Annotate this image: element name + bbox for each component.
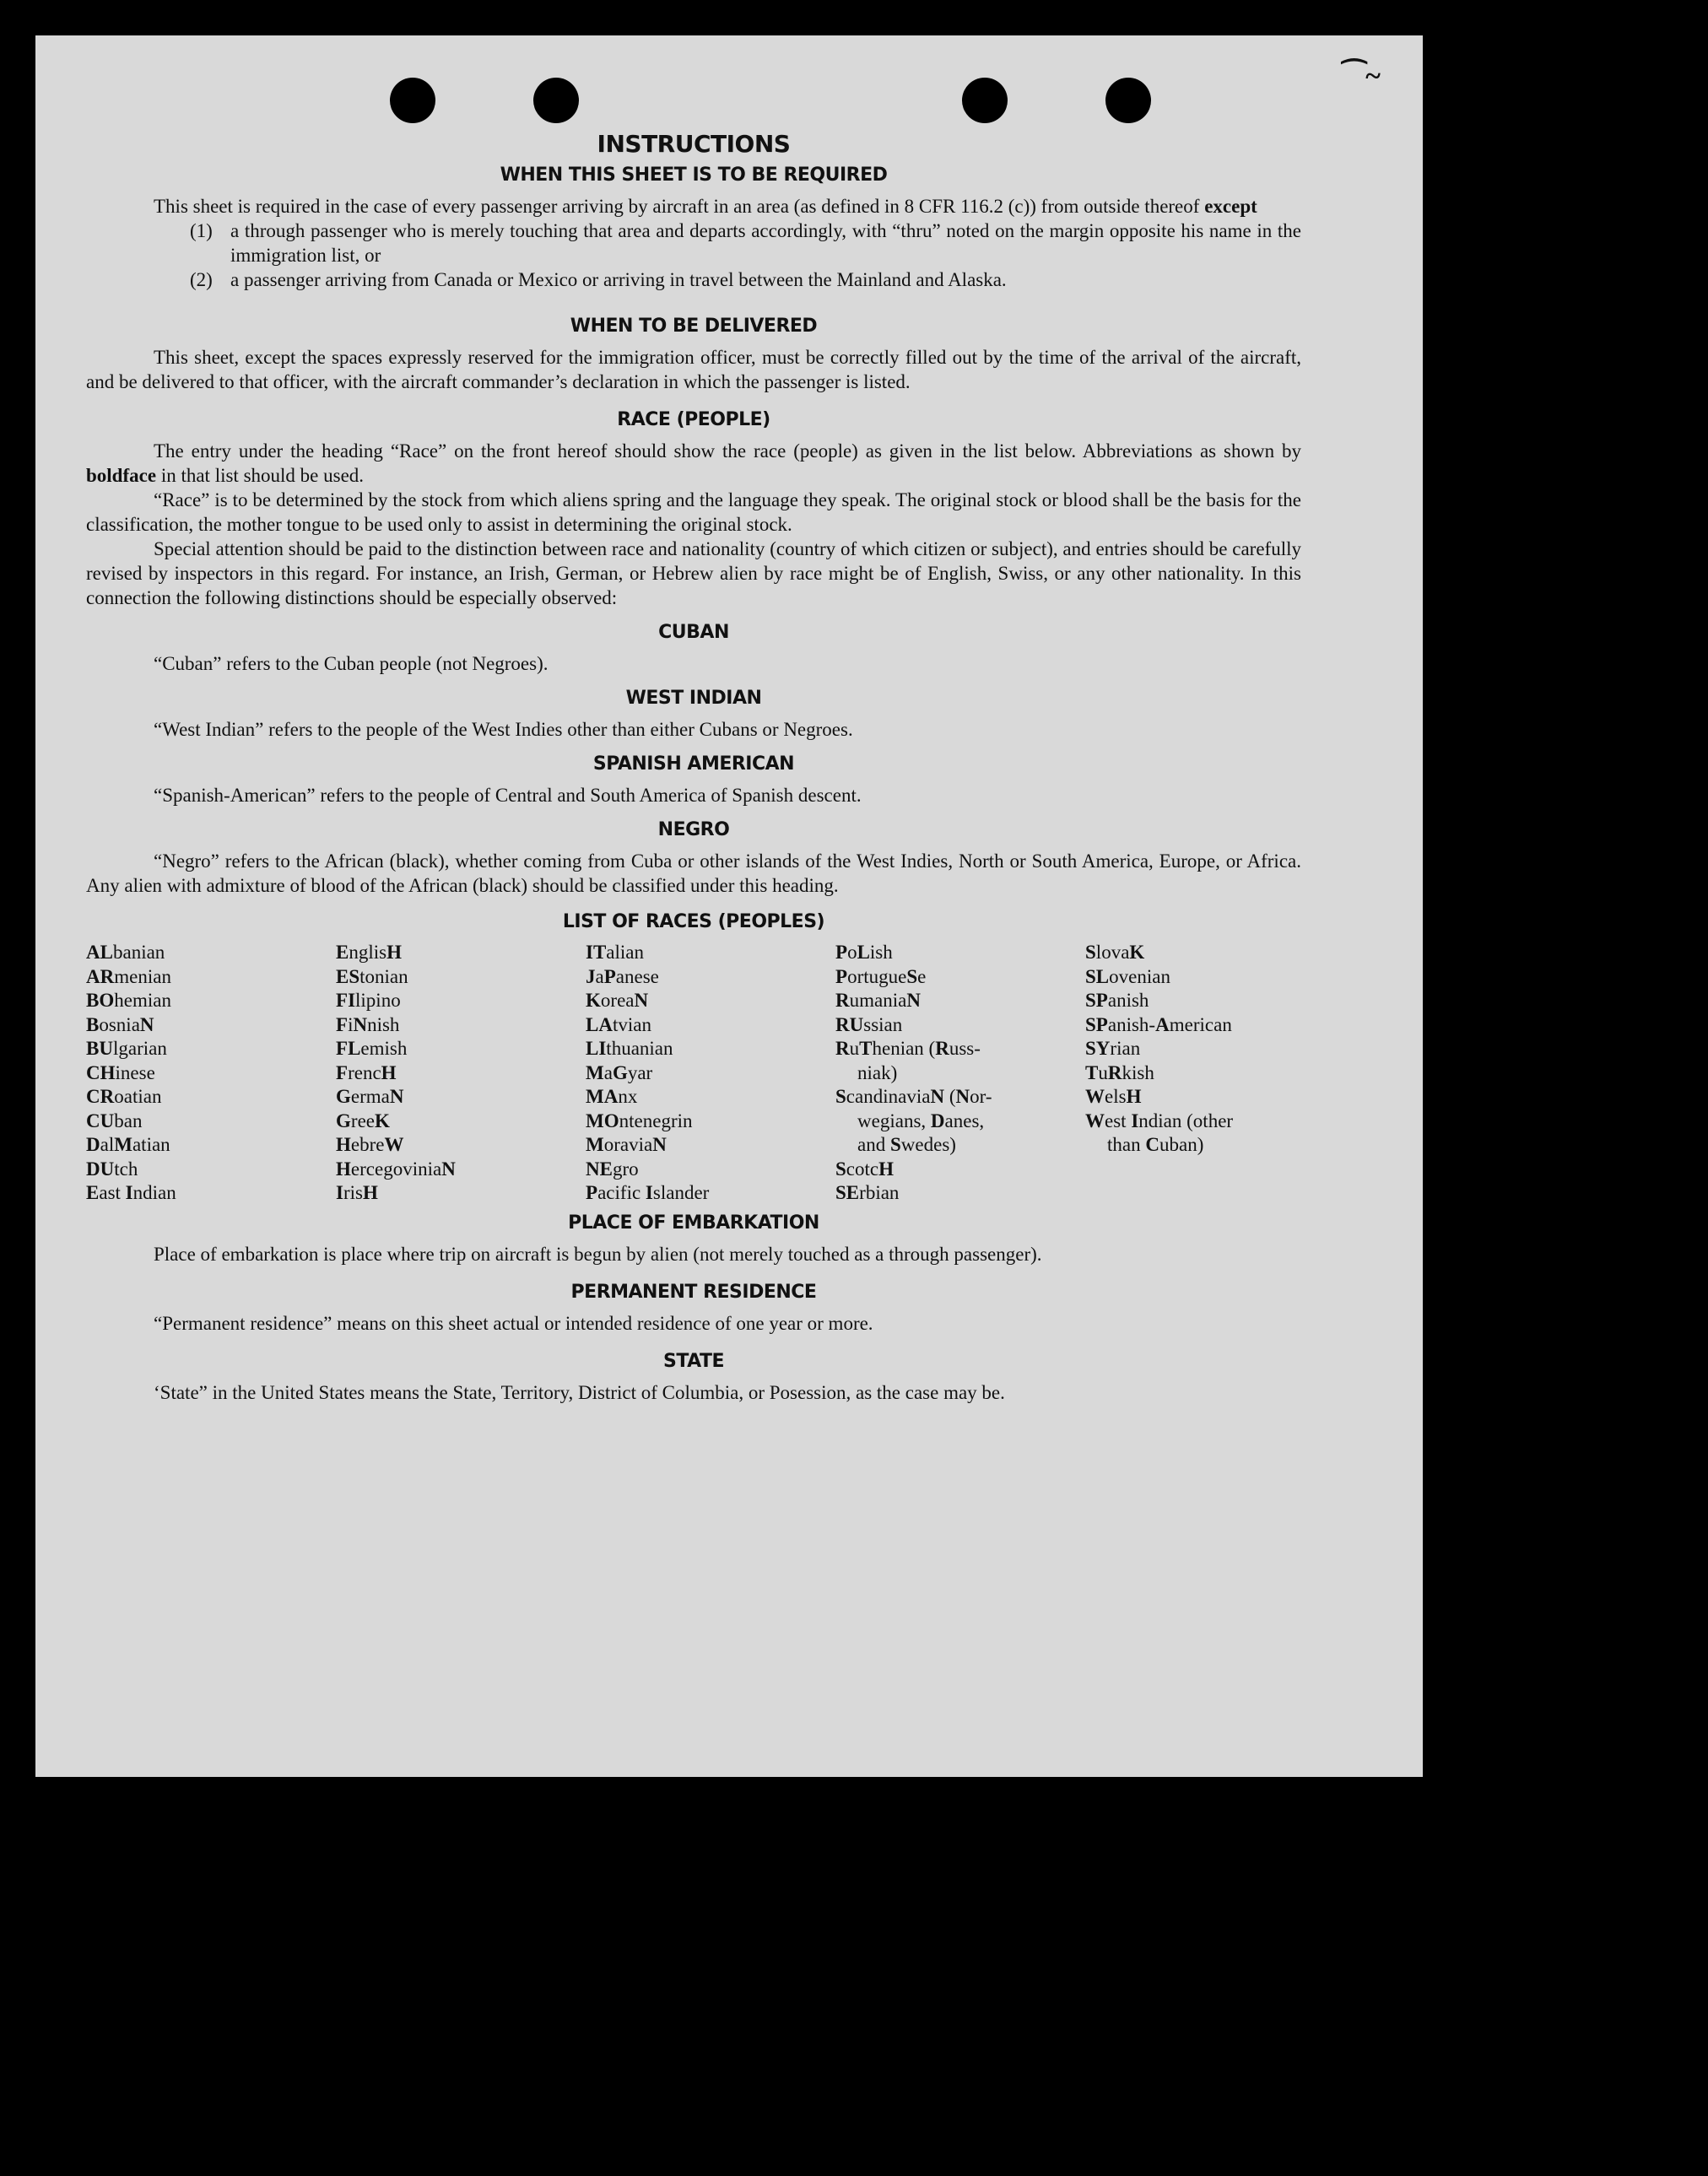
race-column — [835, 941, 1085, 1206]
race-entry: DUtch — [86, 1158, 138, 1180]
race-entry: FLemish — [336, 1038, 408, 1059]
state-text: ‘State” in the United States means the State, Territory, District of Columbia, or Posession, as the case may be. — [154, 1381, 1005, 1403]
race-paragraph-2: “Race” is to be determined by the stock from which aliens spring and the language they speak. The original stock or blood shall be the basis for the classification, the mother tongue to be used only to assist in determining the original stock. — [86, 489, 1301, 535]
section-heading-cuban: CUBAN — [658, 622, 729, 643]
instructions-body — [86, 100, 1301, 1405]
permanent-residence-text: “Permanent residence” means on this sheet actual or intended residence of one year or more. — [154, 1312, 873, 1334]
race-column — [86, 941, 336, 1206]
race-entry: SPanish-American — [1085, 1013, 1232, 1035]
race-entry: wegians, Danes, — [857, 1110, 985, 1131]
negro-text: “Negro” refers to the African (black), whether coming from Cuba or other islands of the West Indies, North or South America, Europe, or Africa. Any alien with admixture of blood of the African (black) should be classified under this heading. — [86, 850, 1301, 896]
race-entry: West Indian (other — [1085, 1110, 1234, 1131]
race-column — [336, 941, 586, 1206]
race-entry: FrencH — [336, 1061, 397, 1083]
race-entry: CUban — [86, 1110, 143, 1131]
race-entry: JaPanese — [586, 965, 659, 987]
race-entry: EStonian — [336, 965, 408, 987]
list-item — [86, 219, 1301, 267]
spanish-american-text: “Spanish-American” refers to the people of Central and South America of Spanish descent. — [154, 785, 862, 806]
race-entry: FiNnish — [336, 1013, 400, 1035]
race-entry: LIthuanian — [586, 1038, 673, 1059]
race-entry: DalMatian — [86, 1134, 170, 1155]
race-p1-boldface: boldface — [86, 465, 157, 486]
section-heading-race: RACE (PEOPLE) — [617, 409, 770, 430]
race-entry: SYrian — [1085, 1038, 1141, 1059]
race-entry: RumaniaN — [835, 990, 921, 1011]
section-heading-west-indian: WEST INDIAN — [625, 688, 762, 709]
race-entry: CRoatian — [86, 1086, 162, 1107]
race-entry: ITalian — [586, 942, 645, 963]
section-heading-spanish-american: SPANISH AMERICAN — [592, 753, 795, 775]
section-heading-negro: NEGRO — [657, 819, 730, 840]
section-heading-permanent-residence: PERMANENT RESIDENCE — [570, 1281, 817, 1303]
race-paragraph-3: Special attention should be paid to the distinction between race and nationality (country of which citizen or subject), and entries should be carefully revised by inspectors in this regard. For instance, an Irish, German, or Hebrew alien by race might be of English, Swiss, or any other nationality. In this connection the following distinctions should be especially observed: — [86, 538, 1301, 608]
race-entry: TuRkish — [1085, 1061, 1154, 1083]
race-entry: Pacific Islander — [586, 1182, 710, 1203]
section-heading-when-required: WHEN THIS SHEET IS TO BE REQUIRED — [500, 165, 888, 186]
race-entry: SErbian — [835, 1182, 900, 1203]
race-entry: niak) — [857, 1061, 898, 1083]
section-heading-state: STATE — [663, 1350, 724, 1372]
race-entry: BUlgarian — [86, 1038, 167, 1059]
race-entry: RUssian — [835, 1013, 903, 1035]
race-entry: ScandinaviaN (Nor- — [835, 1086, 992, 1107]
race-entry: than Cuban) — [1107, 1134, 1204, 1155]
race-entry: KoreaN — [586, 990, 649, 1011]
list-item — [86, 267, 1301, 292]
race-entry: SlovaK — [1085, 942, 1145, 963]
race-entry: EnglisH — [336, 942, 402, 963]
race-entry: FIlipino — [336, 990, 401, 1011]
race-entry: ARmenian — [86, 965, 171, 987]
cuban-text: “Cuban” refers to the Cuban people (not Negroes). — [154, 653, 549, 674]
item-text: a through passenger who is merely touching that area and departs accordingly, with “thru” noted on the margin opposite his name in the immigration list, or — [230, 220, 1301, 266]
race-entry: BosniaN — [86, 1013, 154, 1035]
intro-text: This sheet is required in the case of every passenger arriving by aircraft in an area (as defined in 8 CFR 116.2 (c)) from outside thereof — [154, 196, 1205, 217]
race-column — [586, 941, 835, 1206]
race-entry: WelsH — [1085, 1086, 1142, 1107]
embarkation-text: Place of embarkation is place where trip on aircraft is begun by alien (not merely touched as a through passenger). — [154, 1243, 1042, 1265]
race-entry: LAtvian — [586, 1013, 651, 1035]
race-entry: PoLish — [835, 942, 893, 963]
item-text: a passenger arriving from Canada or Mexico or arriving in travel between the Mainland and Alaska. — [230, 269, 1007, 290]
race-entry: HercegoviniaN — [336, 1158, 456, 1180]
race-entry: and Swedes) — [857, 1134, 956, 1155]
section-heading-when-delivered: WHEN TO BE DELIVERED — [570, 316, 818, 337]
race-entry: CHinese — [86, 1061, 155, 1083]
race-paragraph-1 — [86, 439, 1301, 488]
race-entry: HebreW — [336, 1134, 404, 1155]
race-entry: MoraviaN — [586, 1134, 667, 1155]
page-title: INSTRUCTIONS — [597, 130, 791, 158]
race-p1-text: The entry under the heading “Race” on the front hereof should show the race (people) as given in the list below. Abbreviations as shown by — [154, 440, 1301, 462]
race-entry: RuThenian (Russ- — [835, 1038, 981, 1059]
race-column — [1085, 941, 1335, 1206]
race-entry: MOntenegrin — [586, 1110, 693, 1131]
race-entry: ALbanian — [86, 942, 165, 963]
west-indian-text: “West Indian” refers to the people of the West Indies other than either Cubans or Negroes. — [154, 719, 853, 740]
race-p1-text-end: in that list should be used. — [156, 465, 365, 486]
intro-except: except — [1204, 196, 1257, 217]
race-entry: IrisH — [336, 1182, 378, 1203]
item-number: (1) — [190, 220, 213, 241]
race-entry: East Indian — [86, 1182, 176, 1203]
race-entry: SLovenian — [1085, 965, 1170, 987]
race-entry: GreeK — [336, 1110, 390, 1131]
section-heading-list-of-races: LIST OF RACES (PEOPLES) — [562, 911, 825, 932]
race-entry: ScotcH — [835, 1158, 895, 1180]
race-entry: PortugueSe — [835, 965, 927, 987]
race-entry: MaGyar — [586, 1061, 653, 1083]
race-entry: GermaN — [336, 1086, 404, 1107]
race-entry: MAnx — [586, 1086, 638, 1107]
when-delivered-text: This sheet, except the spaces expressly reserved for the immigration officer, must be correctly filled out by the time of the arrival of the aircraft, and be delivered to that officer, with the aircraft commander’s declaration in which the passenger is listed. — [86, 347, 1301, 392]
race-entry: BOhemian — [86, 990, 171, 1011]
when-required-intro — [86, 194, 1301, 219]
race-entry: NEgro — [586, 1158, 639, 1180]
handwritten-mark: ⁀~ — [1342, 61, 1381, 92]
race-list — [86, 941, 1301, 1206]
item-number: (2) — [190, 269, 213, 290]
race-entry: SPanish — [1085, 990, 1149, 1011]
section-heading-embarkation: PLACE OF EMBARKATION — [568, 1212, 819, 1234]
